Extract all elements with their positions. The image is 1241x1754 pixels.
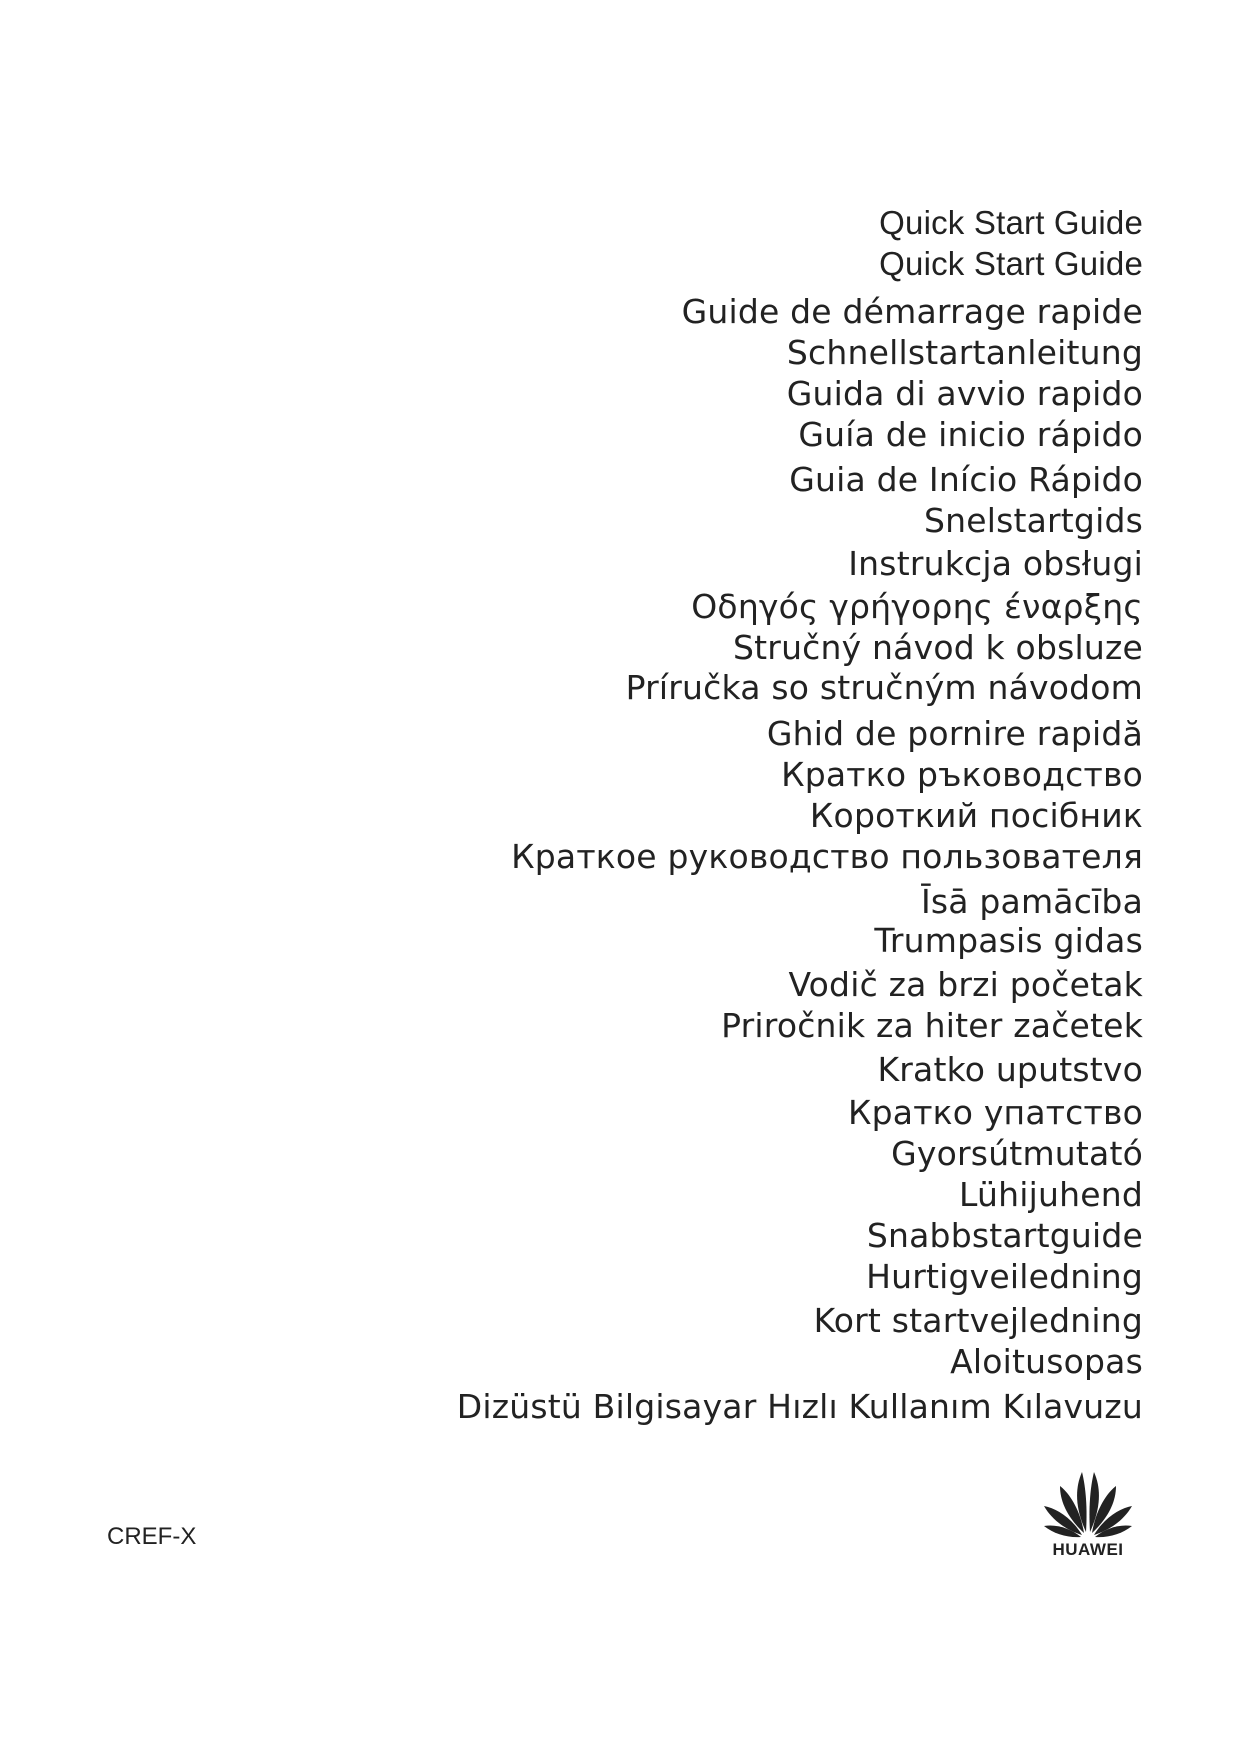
title-greek: Οδηγός γρήγορης έναρξης: [691, 587, 1143, 626]
title-estonian: Lühijuhend: [959, 1175, 1143, 1214]
title-turkish: Dizüstü Bilgisayar Hızlı Kullanım Kılavuzu: [456, 1387, 1143, 1426]
title-norwegian: Hurtigveiledning: [866, 1257, 1143, 1296]
title-bulgarian: Кратко ръководство: [781, 755, 1143, 794]
guide-title-list: [343, 0, 1143, 1460]
title-spanish: Guía de inicio rápido: [798, 415, 1143, 454]
title-ukrainian: Короткий посібник: [809, 796, 1143, 835]
title-hungarian: Gyorsútmutató: [891, 1134, 1143, 1173]
title-english-2: Quick Start Guide: [879, 245, 1143, 282]
title-german: Schnellstartanleitung: [786, 333, 1143, 372]
brand-wordmark: HUAWEI: [1052, 1540, 1124, 1559]
title-slovenian: Priročnik za hiter začetek: [721, 1006, 1143, 1045]
title-czech: Stručný návod k obsluze: [733, 628, 1143, 667]
title-english: Quick Start Guide: [879, 204, 1143, 241]
title-danish: Kort startvejledning: [813, 1301, 1143, 1340]
title-latvian: Īsā pamācība: [920, 882, 1143, 921]
title-portuguese: Guia de Início Rápido: [789, 460, 1143, 499]
title-croatian: Vodič za brzi početak: [788, 965, 1143, 1004]
title-serbian: Kratko uputstvo: [877, 1050, 1143, 1089]
title-polish: Instrukcja obsługi: [848, 544, 1143, 583]
model-number: CREF-X: [107, 1523, 197, 1550]
title-swedish: Snabbstartguide: [866, 1216, 1143, 1255]
title-romanian: Ghid de pornire rapidă: [766, 714, 1143, 753]
title-lithuanian: Trumpasis gidas: [874, 921, 1143, 960]
title-dutch: Snelstartgids: [923, 501, 1143, 540]
title-italian: Guida di avvio rapido: [786, 374, 1143, 413]
title-russian: Краткое руководство пользователя: [511, 837, 1143, 876]
title-french: Guide de démarrage rapide: [681, 292, 1143, 331]
title-macedonian: Кратко упатство: [848, 1093, 1143, 1132]
title-finnish: Aloitusopas: [950, 1342, 1143, 1381]
title-slovak: Príručka so stručným návodom: [625, 668, 1143, 707]
